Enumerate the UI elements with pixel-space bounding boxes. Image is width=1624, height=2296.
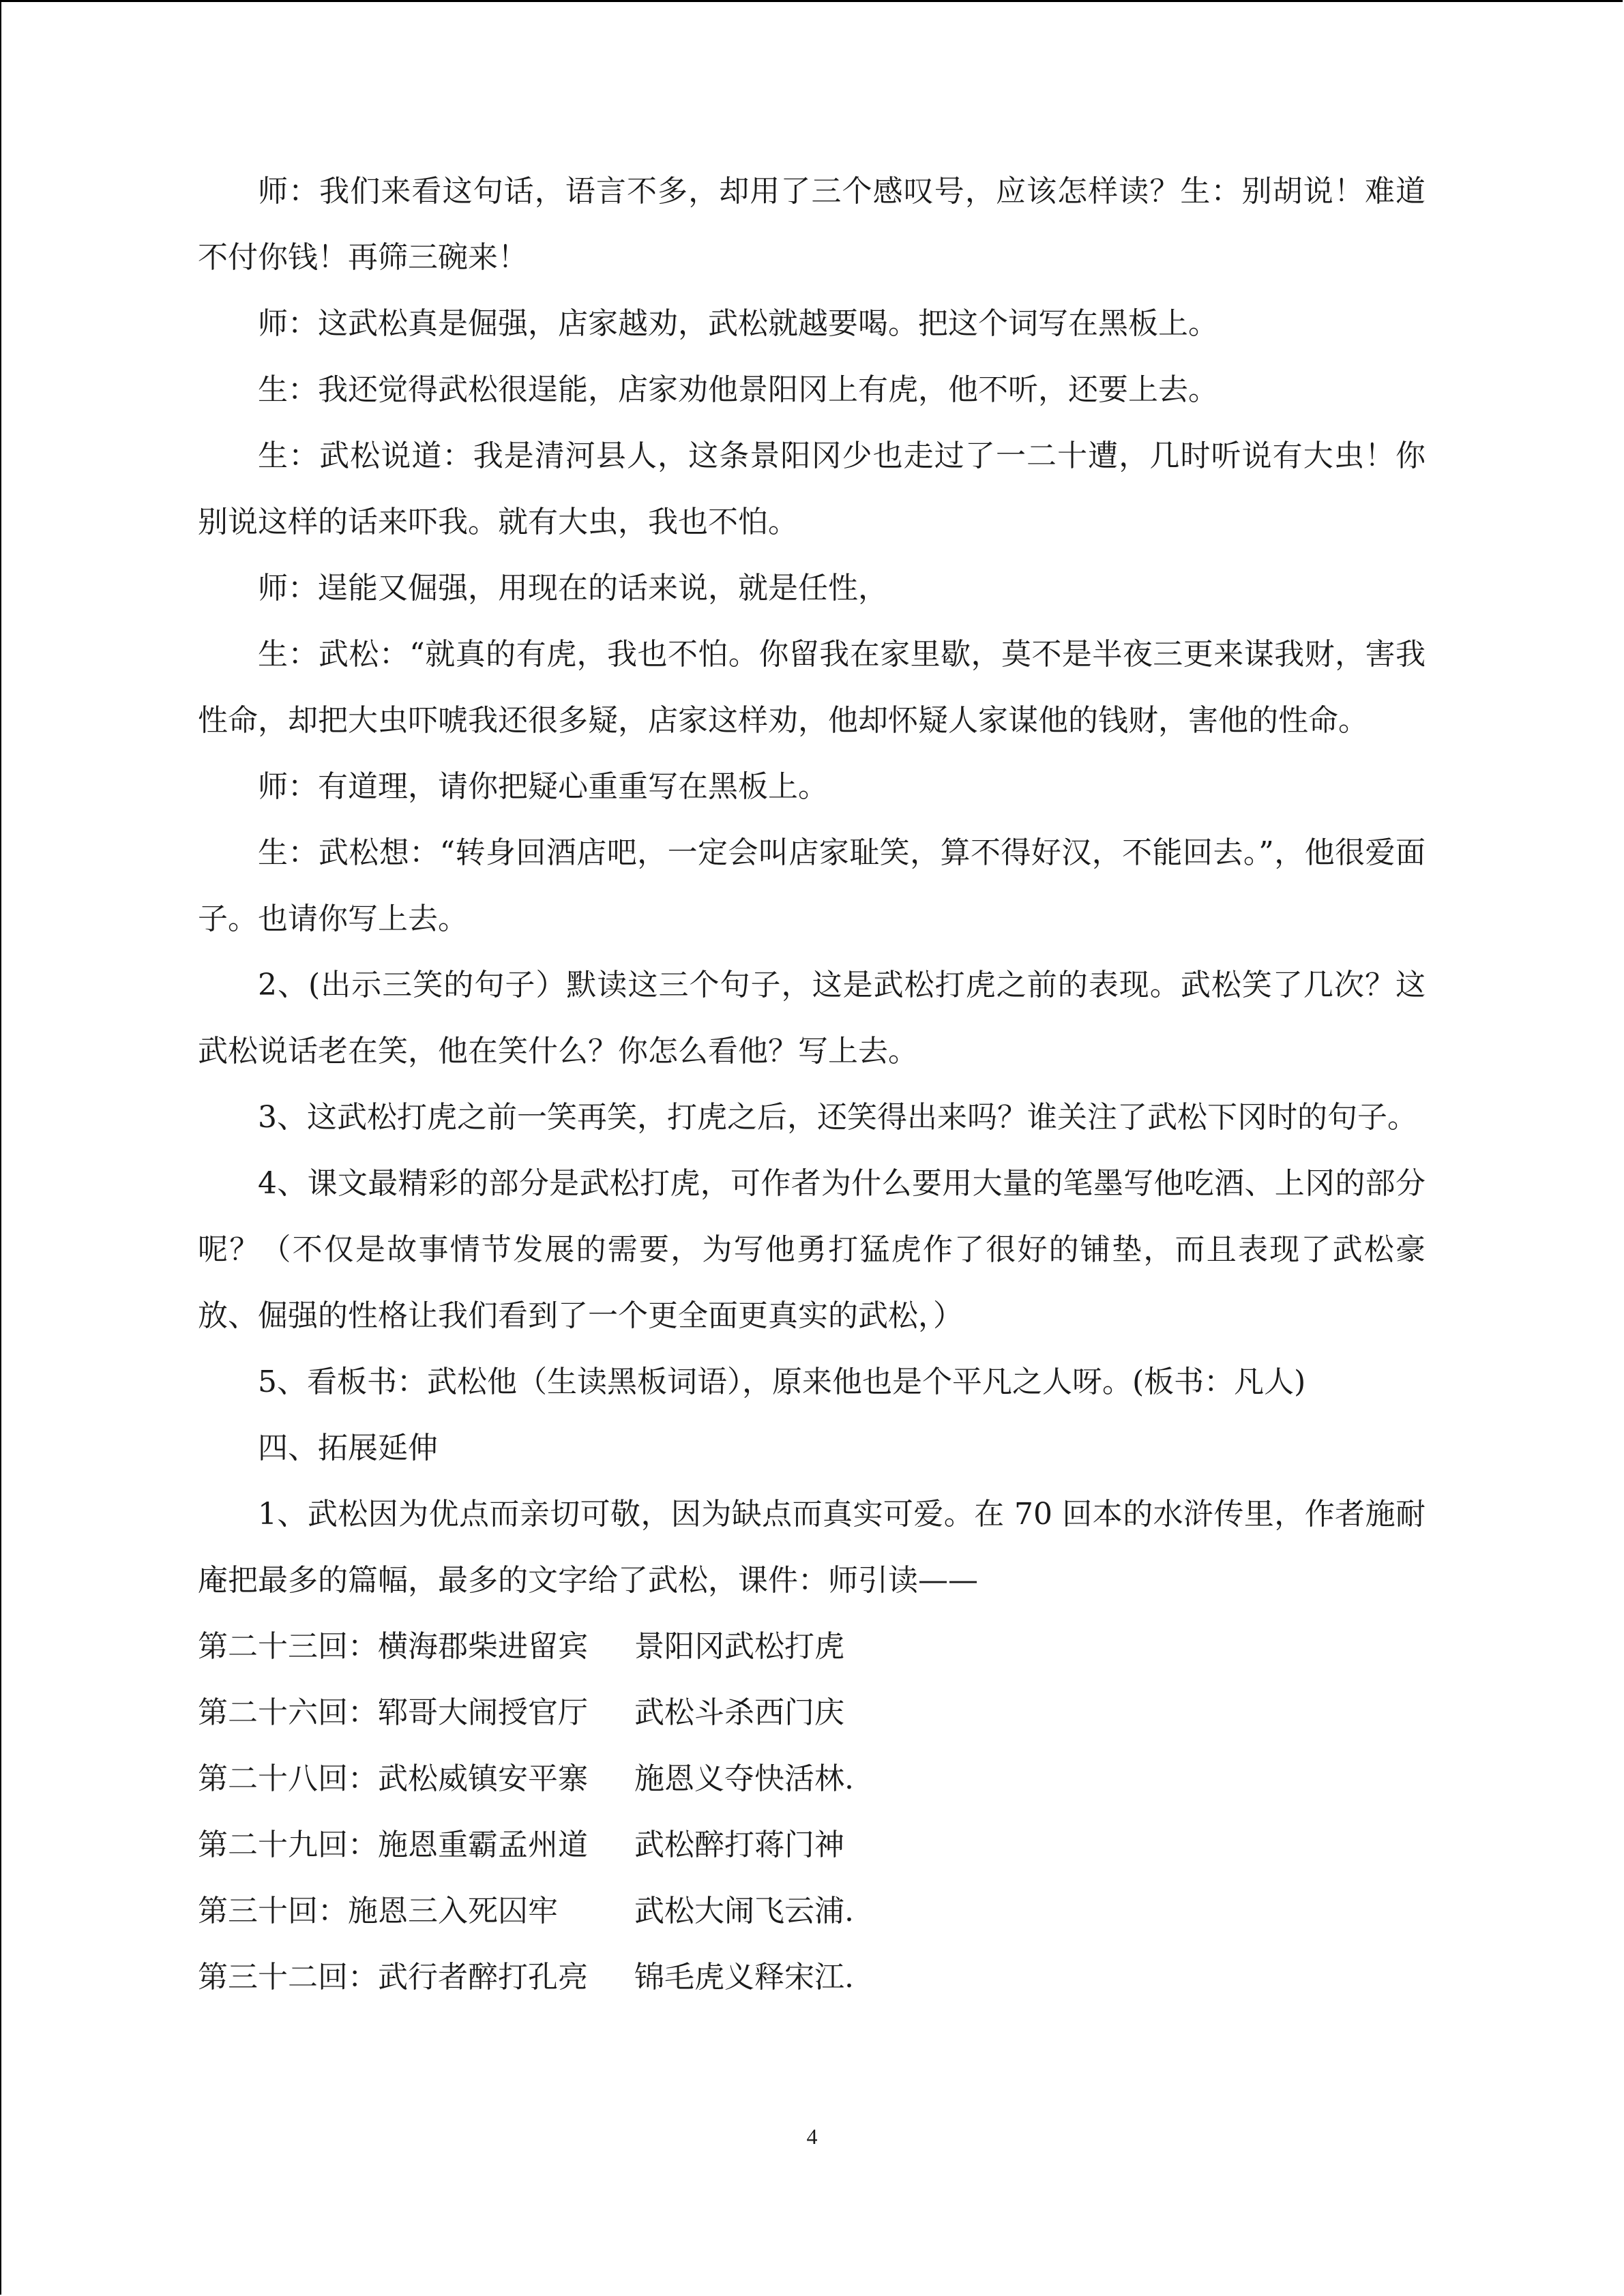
paragraph: 生：武松：“就真的有虎，我也不怕。你留我在家里歇，莫不是半夜三更来谋我财，害我性命，却把大虫吓唬我还很多疑，店家这样劝，他却怀疑人家谋他的钱财，害他的性命。 bbox=[198, 637, 1426, 738]
chapter-title-right: 武松醉打蒋门神 bbox=[634, 1828, 844, 1862]
chapter-title-right: 武松斗杀西门庆 bbox=[634, 1695, 844, 1730]
paragraph: 生：武松说道：我是清河县人，这条景阳冈少也走过了一二十遭，几时听说有大虫！你别说这样的话来吓我。就有大虫，我也不怕。 bbox=[198, 438, 1426, 539]
chapter-title-left: 第二十六回：郓哥大闹授官厅 bbox=[198, 1695, 588, 1730]
chapter-row bbox=[198, 1878, 1426, 1944]
paragraph: 生：我还觉得武松很逞能，店家劝他景阳冈上有虎，他不听，还要上去。 bbox=[258, 372, 1218, 407]
paragraph: 师：我们来看这句话，语言不多，却用了三个感叹号，应该怎样读？生：别胡说！难道不付你钱！再筛三碗来！ bbox=[198, 174, 1426, 275]
chapter-row bbox=[198, 1812, 1426, 1878]
chapter-title-left: 第三十回：施恩三入死囚牢 bbox=[198, 1894, 558, 1928]
paragraph: 1、武松因为优点而亲切可敬，因为缺点而真实可爱。在 70 回本的水浒传里，作者施耐庵把最多的篇幅，最多的文字给了武松，课件：师引读—— bbox=[198, 1497, 1426, 1598]
document-body bbox=[198, 158, 1426, 2010]
chapter-row bbox=[198, 1680, 1426, 1746]
chapter-title-right: 施恩义夺快活林. bbox=[634, 1761, 854, 1796]
paragraph: 师：逞能又倔强，用现在的话来说，就是任性， bbox=[258, 571, 888, 606]
chapter-title-left: 第二十三回：横海郡柴进留宾 bbox=[198, 1629, 588, 1664]
chapter-row bbox=[198, 1944, 1426, 2010]
chapter-title-right: 武松大闹飞云浦. bbox=[634, 1894, 854, 1928]
paragraph: 师：有道理，请你把疑心重重写在黑板上。 bbox=[258, 769, 828, 804]
paragraph: 4、课文最精彩的部分是武松打虎，可作者为什么要用大量的笔墨写他吃酒、上冈的部分呢？（不仅是故事情节发展的需要，为写他勇打猛虎作了很好的铺垫，而且表现了武松豪放、倔强的性格让我们看到了一个更全面更真实的武松，） bbox=[198, 1166, 1426, 1333]
chapter-title-left: 第二十八回：武松威镇安平寨 bbox=[198, 1761, 588, 1796]
chapter-title-right: 景阳冈武松打虎 bbox=[634, 1629, 844, 1664]
paragraph: 3、这武松打虎之前一笑再笑，打虎之后，还笑得出来吗？谁关注了武松下冈时的句子。 bbox=[258, 1100, 1417, 1135]
section-heading: 四、拓展延伸 bbox=[258, 1431, 438, 1465]
chapter-row bbox=[198, 1613, 1426, 1680]
chapter-row bbox=[198, 1746, 1426, 1812]
page-number: 4 bbox=[806, 2124, 818, 2149]
chapter-title-left: 第二十九回：施恩重霸孟州道 bbox=[198, 1828, 588, 1862]
paragraph: 生：武松想：“转身回酒店吧，一定会叫店家耻笑，算不得好汉，不能回去。”，他很爱面子。也请你写上去。 bbox=[198, 835, 1426, 936]
paragraph: 2、(出示三笑的句子）默读这三个句子，这是武松打虎之前的表现。武松笑了几次？这武松说话老在笑，他在笑什么？你怎么看他？写上去。 bbox=[198, 968, 1426, 1069]
chapter-title-right: 锦毛虎义释宋江. bbox=[634, 1960, 854, 1995]
paragraph: 师：这武松真是倔强，店家越劝，武松就越要喝。把这个词写在黑板上。 bbox=[258, 306, 1218, 341]
paragraph: 5、看板书：武松他（生读黑板词语），原来他也是个平凡之人呀。(板书：凡人) bbox=[258, 1365, 1306, 1399]
chapter-list bbox=[198, 1613, 1426, 2010]
chapter-title-left: 第三十二回：武行者醉打孔亮 bbox=[198, 1960, 588, 1995]
